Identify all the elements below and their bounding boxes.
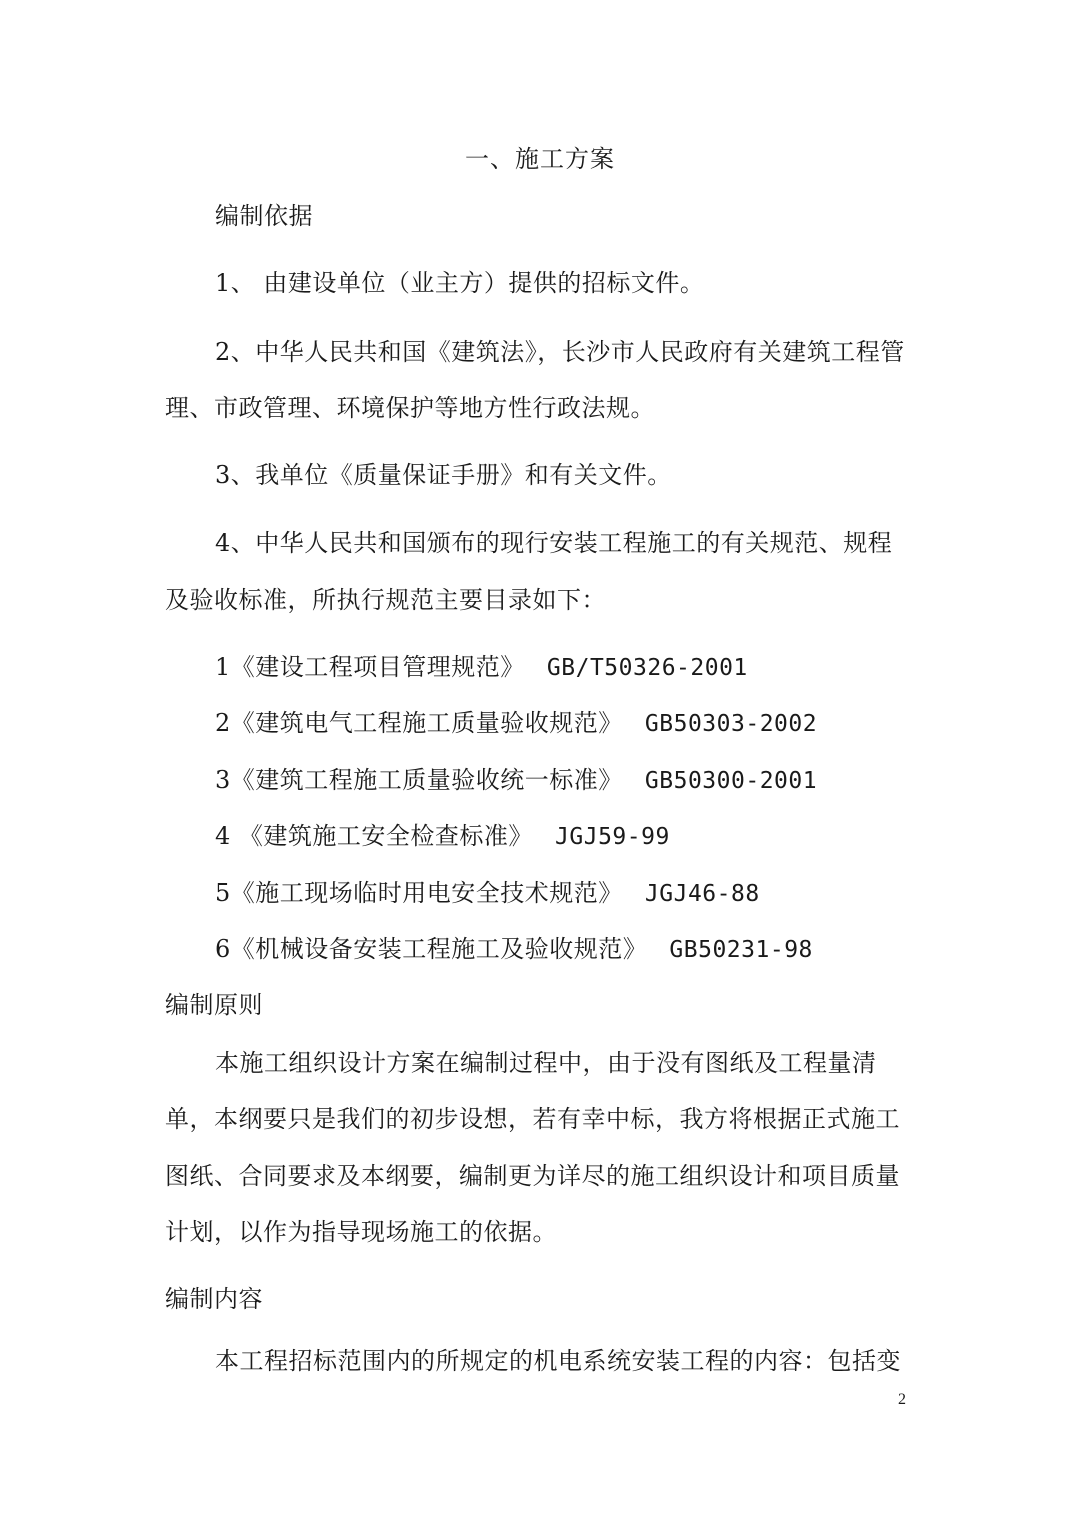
standard-code: JGJ59-99: [555, 824, 670, 850]
standard-code: GB50303-2002: [644, 711, 818, 737]
principle-line-4: 计划，以作为指导现场施工的依据。: [165, 1218, 557, 1246]
content-heading: 编制内容: [165, 1285, 263, 1313]
standard-name: 2《建筑电气工程施工质量验收规范》: [215, 709, 623, 737]
standard-item: [215, 878, 760, 909]
principle-heading: 编制原则: [165, 991, 263, 1019]
principle-line-3: 图纸、合同要求及本纲要，编制更为详尽的施工组织设计和项目质量: [165, 1162, 900, 1190]
standard-item: [215, 652, 748, 683]
basis-item-2-line-2: 理、市政管理、环境保护等地方性行政法规。: [165, 394, 655, 422]
basis-item-2-line-1: 2、中华人民共和国《建筑法》，长沙市人民政府有关建筑工程管: [215, 338, 905, 366]
standard-code: GB50231-98: [669, 937, 813, 963]
standard-name: 5《施工现场临时用电安全技术规范》: [215, 879, 623, 907]
standard-item: [215, 821, 670, 852]
standard-item: [215, 934, 813, 965]
standard-item: [215, 708, 817, 739]
standard-name: 1《建设工程项目管理规范》: [215, 653, 525, 681]
page-title: 一、施工方案: [465, 145, 615, 173]
standard-name: 6《机械设备安装工程施工及验收规范》: [215, 935, 648, 963]
standard-code: JGJ46-88: [644, 881, 760, 907]
principle-line-1: 本施工组织设计方案在编制过程中，由于没有图纸及工程量清: [215, 1049, 877, 1077]
basis-item-4-line-1: 4、中华人民共和国颁布的现行安装工程施工的有关规范、规程: [215, 529, 893, 557]
standard-name: 3《建筑工程施工质量验收统一标准》: [215, 766, 623, 794]
basis-item-4-line-2: 及验收标准，所执行规范主要目录如下：: [165, 586, 606, 614]
page-number: 2: [898, 1391, 906, 1408]
basis-item-3: 3、我单位《质量保证手册》和有关文件。: [215, 461, 672, 489]
basis-item-1: 1、 由建设单位（业主方）提供的招标文件。: [215, 269, 705, 297]
standard-name: 4 《建筑施工安全检查标准》: [215, 822, 533, 850]
standard-code: GB50300-2001: [644, 768, 818, 794]
basis-heading: 编制依据: [215, 202, 313, 230]
standard-code: GB/T50326-2001: [546, 655, 748, 681]
content-line-1: 本工程招标范围内的所规定的机电系统安装工程的内容：包括变: [215, 1347, 901, 1375]
standard-item: [215, 765, 817, 796]
principle-line-2: 单，本纲要只是我们的初步设想，若有幸中标，我方将根据正式施工: [165, 1105, 900, 1133]
